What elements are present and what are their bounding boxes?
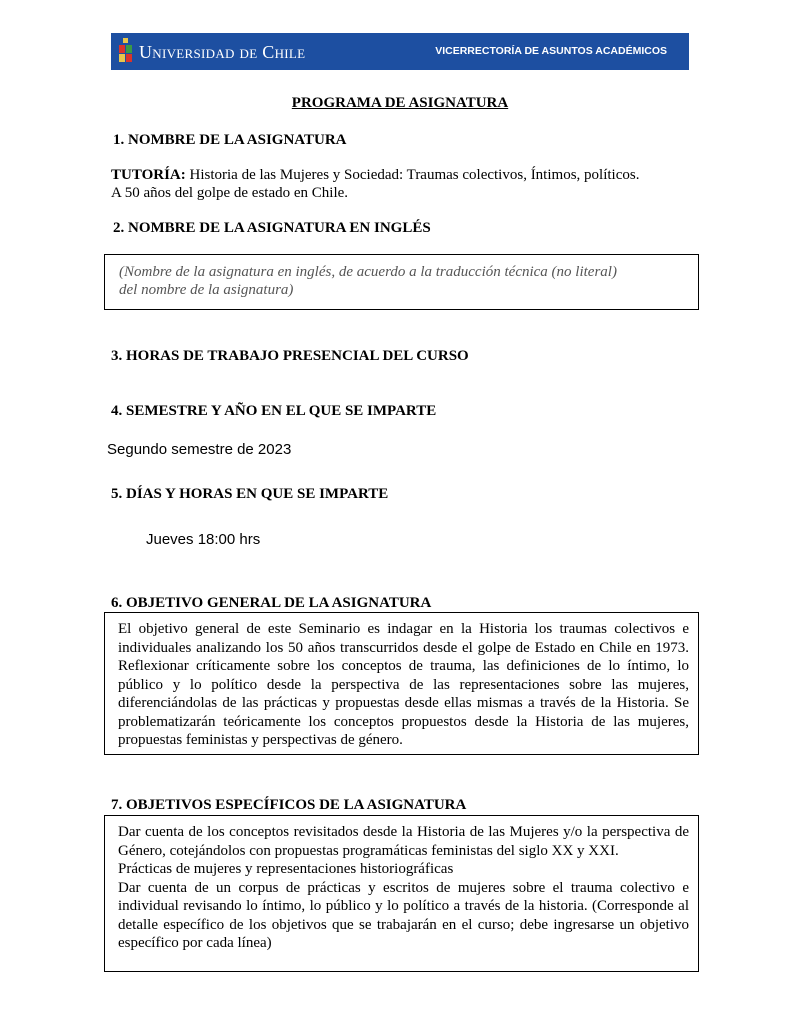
general-objective-box (104, 612, 699, 755)
section-3-heading: 3. HORAS DE TRABAJO PRESENCIAL DEL CURSO (111, 348, 469, 364)
section-7-heading: 7. OBJETIVOS ESPECÍFICOS DE LA ASIGNATURA (111, 797, 467, 813)
course-name-text: Historia de las Mujeres y Sociedad: Traumas colectivos, Íntimos, políticos. (185, 167, 640, 183)
specific-objective-1: Dar cuenta de los conceptos revisitados desde la Historia de las Mujeres y/o la perspectiva de Género, cotejándolos con propuestas programáticas feministas del siglo XX y XXI. (118, 824, 689, 859)
english-name-note-line2: del nombre de la asignatura) (119, 282, 294, 298)
university-name: Universidad de Chile (139, 42, 306, 62)
document-title: PROGRAMA DE ASIGNATURA (291, 95, 509, 111)
course-name-line1 (111, 167, 639, 184)
specific-objectives-list (118, 823, 689, 953)
university-crest-icon (118, 37, 133, 65)
schedule-value: Jueves 18:00 hrs (146, 531, 261, 548)
vicerrectoria-label: VICERRECTORÍA DE ASUNTOS ACADÉMICOS (435, 45, 667, 57)
english-name-box (104, 254, 699, 310)
specific-objective-3: Dar cuenta de un corpus de prácticas y escritos de mujeres sobre el trauma colectivo e individual revisando lo íntimo, lo público y lo político a través de la historia. (Corresponde al detalle específico de los objetivos que se trabajarán en el curso; debe ingresarse un objetivo específico por cada línea) (118, 879, 689, 951)
specific-objective-2: Prácticas de mujeres y representaciones historiográficas (118, 861, 454, 877)
course-name-line2: A 50 años del golpe de estado en Chile. (111, 185, 349, 201)
header-banner (111, 33, 689, 70)
section-5-heading: 5. DÍAS Y HORAS EN QUE SE IMPARTE (111, 486, 389, 502)
section-6-heading: 6. OBJETIVO GENERAL DE LA ASIGNATURA (111, 595, 432, 611)
general-objective-text: El objetivo general de este Seminario es indagar en la Historia los traumas colectivos e individuales analizando los 50 años transcurridos desde el golpe de Estado en Chile en 1973. Reflexionar críticamente sobre los conceptos de trauma, las definiciones de lo íntimo, lo público y lo político desde la perspectiva de las representaciones sobre las mujeres, diferenciándolas de las prácticas y propuestas desde ellas mismas a través de la Historia. Se problematizarán teóricamente los conceptos propuestos desde la Historia de las mujeres, propuestas feministas y perspectivas de género. (118, 621, 689, 748)
semester-value: Segundo semestre de 2023 (107, 441, 292, 458)
section-2-heading: 2. NOMBRE DE LA ASIGNATURA EN INGLÉS (113, 220, 431, 236)
section-1-heading: 1. NOMBRE DE LA ASIGNATURA (113, 132, 347, 148)
tutoria-label: TUTORÍA: (111, 167, 186, 183)
section-4-heading: 4. SEMESTRE Y AÑO EN EL QUE SE IMPARTE (111, 403, 437, 419)
english-name-note-line1: (Nombre de la asignatura en inglés, de acuerdo a la traducción técnica (no literal) (119, 264, 617, 280)
specific-objectives-box (104, 815, 699, 972)
